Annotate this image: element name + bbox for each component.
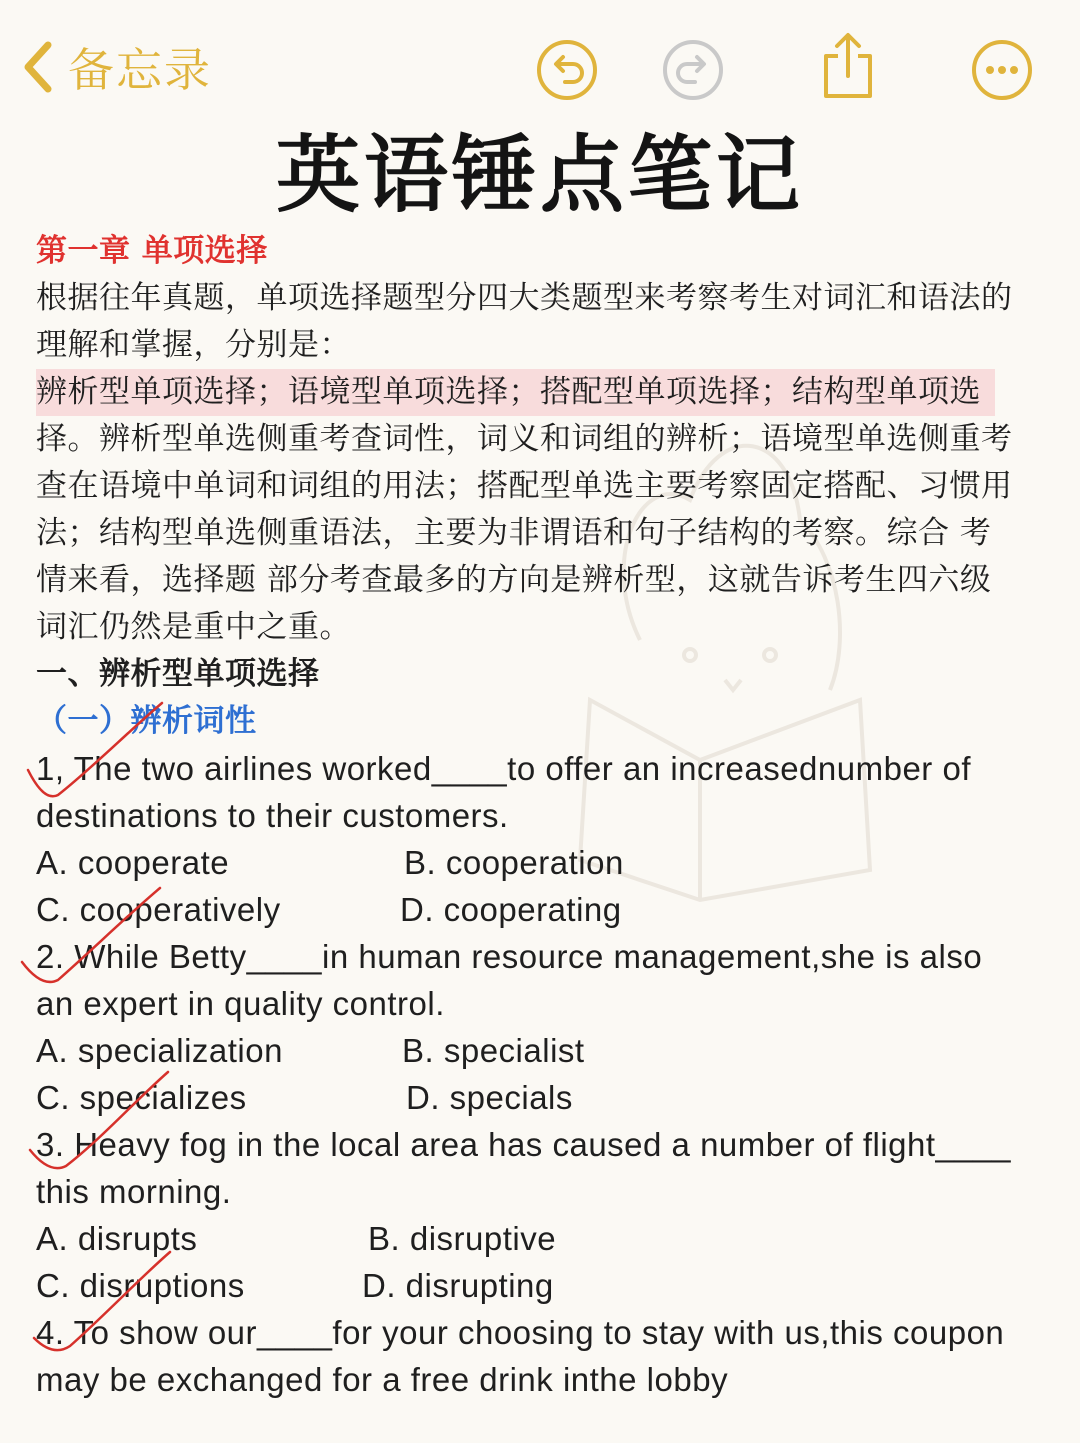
section-heading: 一、辨析型单项选择 [36,656,320,692]
option-c: C. cooperatively [36,891,281,928]
body-line: 法；结构型单选侧重语法，主要为非谓语和句子结构的考察。综合 考 [36,515,992,551]
body-line: 词汇仍然是重中之重。 [36,609,351,645]
chevron-left-icon [18,37,58,97]
question-3-options-row [36,1215,1046,1262]
more-icon [970,38,1034,102]
share-button[interactable] [816,30,880,102]
option-d: D. specials [406,1079,573,1116]
question-1-options-row [36,886,1046,933]
share-icon [816,30,880,102]
question-3-options-row [36,1262,1046,1309]
question-4-stem: may be exchanged for a free drink inthe lobby [36,1361,729,1398]
redo-icon [661,38,725,102]
question-3-stem: 3. Heavy fog in the local area has caused a number of flight____ [36,1126,1011,1163]
redo-button[interactable] [661,38,725,102]
navigation-bar [0,0,1080,120]
intro-line: 理解和掌握，分别是： [36,327,351,363]
option-a: A. cooperate [36,844,230,881]
body-line: 择。辨析型单选侧重考查词性，词义和词组的辨析；语境型单选侧重考 [36,421,1013,457]
sub-heading: （一）辨析词性 [36,703,257,739]
undo-icon [535,38,599,102]
back-button[interactable] [18,34,212,100]
question-3-stem: this morning. [36,1173,232,1210]
chapter-heading: 第一章 单项选择 [36,233,268,269]
option-d: D. cooperating [400,891,622,928]
question-1-options-row [36,839,1046,886]
question-1-stem: destinations to their customers. [36,797,509,834]
question-2-options-row [36,1074,1046,1121]
back-label: 备忘录 [68,43,212,97]
option-d: D. disrupting [362,1267,554,1304]
highlighted-line: 辨析型单项选择；语境型单项选择；搭配型单项选择；结构型单项选 [36,369,995,416]
option-c: C. disruptions [36,1267,245,1304]
option-b: B. specialist [402,1032,585,1069]
question-2-options-row [36,1027,1046,1074]
intro-line: 根据往年真题，单项选择题型分四大类题型来考察考生对词汇和语法的 [36,280,1013,316]
option-b: B. cooperation [404,844,624,881]
question-4-stem: 4. To show our____for your choosing to stay with us,this coupon [36,1314,1005,1351]
more-button[interactable] [970,38,1034,102]
note-body[interactable] [36,228,1046,1403]
option-b: B. disruptive [368,1220,557,1257]
option-a: A. disrupts [36,1220,198,1257]
note-title: 英语锤点笔记 [275,126,804,224]
undo-button[interactable] [535,38,599,102]
body-line: 查在语境中单词和词组的用法；搭配型单选主要考察固定搭配、习惯用 [36,468,1013,504]
question-1-stem: 1, The two airlines worked____to offer an increasednumber of [36,750,971,787]
option-c: C. specializes [36,1079,247,1116]
question-2-stem: 2. While Betty____in human resource management,she is also [36,938,983,975]
body-line: 情来看，选择题 部分考查最多的方向是辨析型，这就告诉考生四六级 [36,562,992,598]
question-2-stem: an expert in quality control. [36,985,445,1022]
option-a: A. specialization [36,1032,283,1069]
